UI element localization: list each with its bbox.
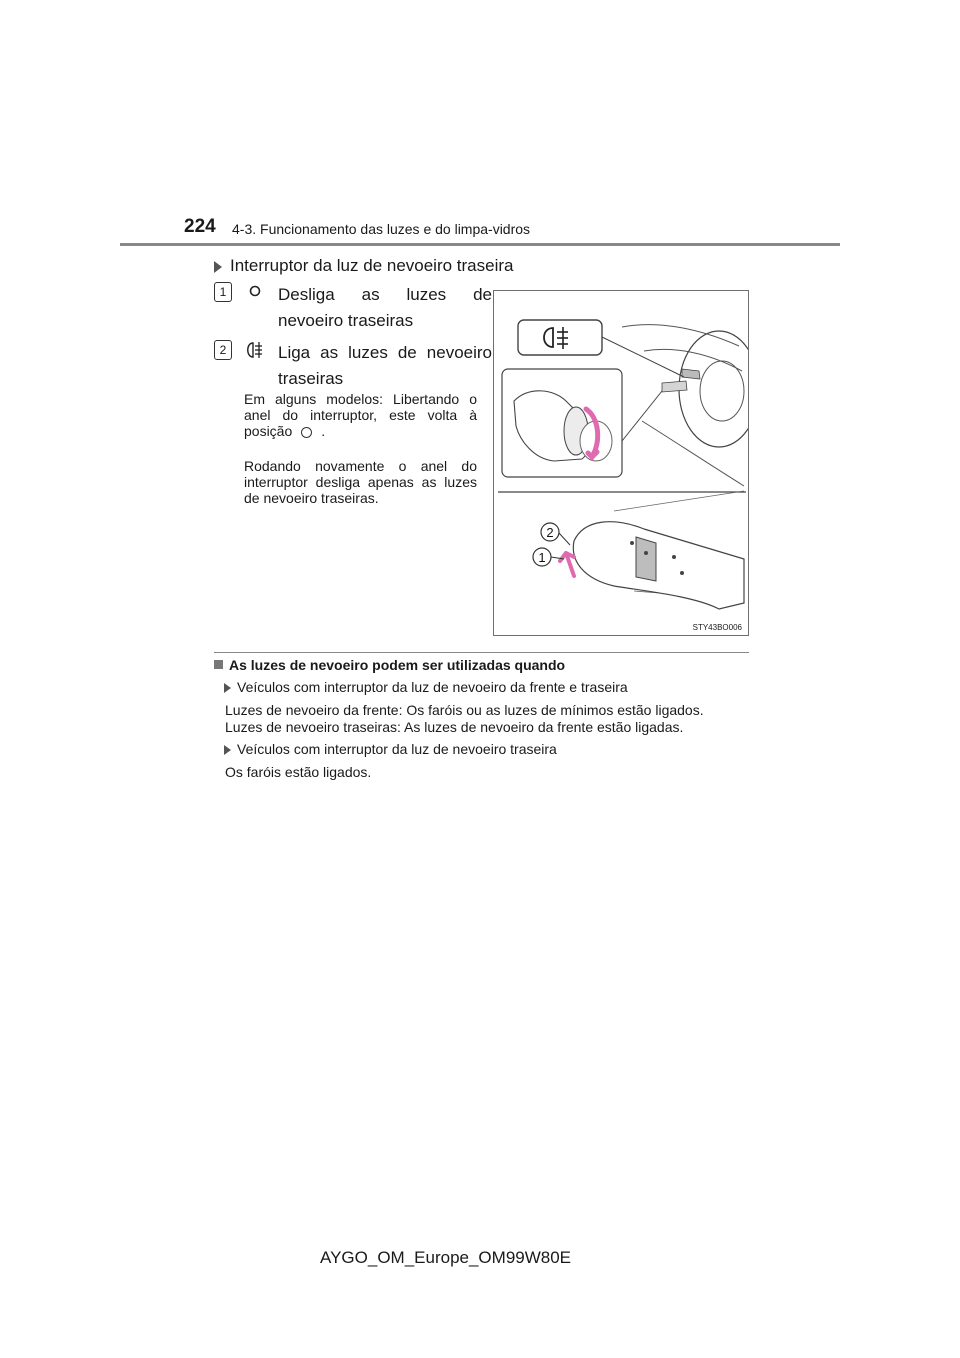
illustration-figure — [493, 290, 749, 636]
item-text: Desliga as luzes de nevoeiro traseiras — [278, 285, 492, 330]
condition-paragraph — [225, 702, 704, 736]
vehicle-type-text: Veículos com interruptor da luz de nevoeiro da frente e traseira — [237, 679, 628, 695]
vehicle-type-text: Veículos com interruptor da luz de nevoeiro traseira — [237, 741, 557, 757]
item-number-badge: 2 — [214, 340, 232, 360]
vehicle-type-bullet — [224, 679, 628, 695]
note-paragraph: Rodando novamente o anel do interruptor desliga apenas as luzes de nevoeiro traseiras. — [244, 458, 477, 506]
notes-heading-text: As luzes de nevoeiro podem ser utilizadas quando — [229, 657, 566, 673]
note-text: Em alguns modelos: Libertando o anel do interruptor, este volta à posição — [244, 391, 477, 439]
notes-heading — [214, 657, 565, 673]
triangle-bullet-icon — [224, 683, 231, 693]
rear-fog-icon — [244, 340, 266, 362]
section-divider — [214, 652, 749, 653]
square-bullet-icon — [214, 660, 223, 669]
item-text: Liga as luzes de nevoeiro traseiras — [278, 343, 492, 388]
page-number: 224 — [184, 216, 216, 237]
condition-line: Luzes de nevoeiro traseiras: As luzes de nevoeiro da frente estão ligadas. — [225, 719, 684, 735]
illustration-drawing — [494, 291, 749, 636]
vehicle-type-bullet — [224, 741, 557, 757]
condition-line: Luzes de nevoeiro da frente: Os faróis ou as luzes de mínimos estão ligados. — [225, 702, 704, 718]
triangle-bullet-icon — [214, 261, 222, 273]
section-title: 4-3. Funcionamento das luzes e do limpa-vidros — [232, 221, 531, 237]
condition-paragraph: Os faróis estão ligados. — [225, 764, 372, 780]
note-paragraph — [244, 391, 477, 439]
figure-callout-1: 1 — [538, 550, 546, 565]
figure-callout-2: 2 — [546, 525, 554, 540]
note-text-end: . — [321, 423, 326, 439]
item-number-badge: 1 — [214, 282, 232, 302]
triangle-bullet-icon — [224, 745, 231, 755]
figure-code: STY43BO006 — [692, 623, 742, 632]
sub-heading — [214, 256, 514, 276]
sub-heading-text: Interruptor da luz de nevoeiro traseira — [230, 256, 514, 275]
footer-document-code: AYGO_OM_Europe_OM99W80E — [320, 1248, 572, 1267]
off-circle-icon — [244, 282, 266, 304]
off-circle-icon — [301, 427, 312, 438]
header-rule — [120, 243, 840, 246]
